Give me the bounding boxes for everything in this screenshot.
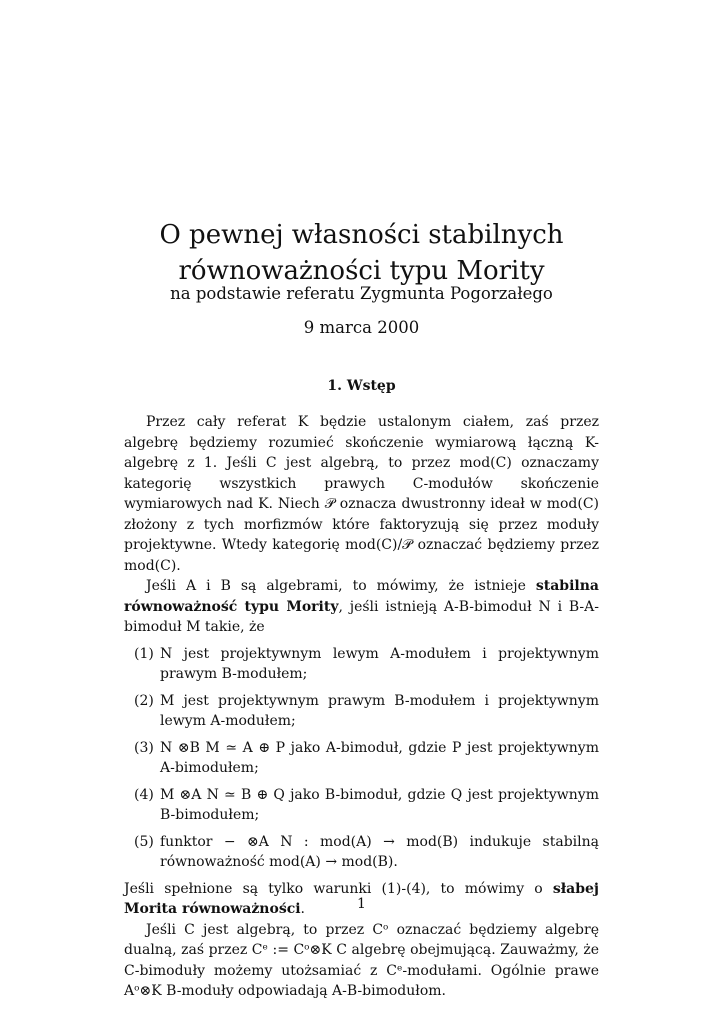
list-item-text: N ⊗B M ≃ A ⊕ P jako A-bimoduł, gdzie P jest projektywnym A-bimodułem; <box>160 739 599 776</box>
section-heading: 1. Wstęp <box>327 378 396 394</box>
paragraph-2-start: Jeśli A i B są algebrami, to mówimy, że istnieje <box>146 578 536 594</box>
list-item <box>124 832 599 873</box>
list-item <box>124 644 599 685</box>
list-item-text: N jest projektywnym lewym A-modułem i projektywnym prawym B-modułem; <box>160 645 599 682</box>
paragraph-1: Przez cały referat K będzie ustalonym ciałem, zaś przez algebrę będziemy rozumieć skończenie wymiarową łączną K-algebrę z 1. Jeśli C jest algebrą, to przez mod(C) oznaczamy kategorię wszystkich prawych C-modułów skończenie wymiarowych nad K. Niech 𝒫 oznacza dwustronny ideał w mod(C) złożony z tych morfizmów które faktoryzują się przez moduły projektywne. Wtedy kategorię mod(C)/𝒫 oznaczać będziemy przez mod(C). <box>124 414 599 574</box>
list-item-text: M jest projektywnym prawym B-modułem i projektywnym lewym A-modułem; <box>160 692 599 729</box>
paper-title: O pewnej własności stabilnych równoważności typu Mority <box>159 220 564 287</box>
paragraph-3-end: . <box>300 901 305 917</box>
paper-subtitle: na podstawie referatu Zygmunta Pogorzałego <box>170 284 553 303</box>
list-item <box>124 785 599 826</box>
list-item-number: (3) <box>134 739 154 756</box>
paragraph-2-end: , jeśli istnieją A-B-bimoduł N i B-A-bimoduł M takie, że <box>124 598 599 635</box>
weak-definition-term: słabej Morita równoważności <box>124 880 599 917</box>
page-number: 1 <box>357 896 366 912</box>
list-item-text: funktor − ⊗A N : mod(A) → mod(B) indukuje stabilną równoważność mod(A) → mod(B). <box>160 833 599 870</box>
conditions-list <box>124 644 599 873</box>
list-item-number: (2) <box>134 692 154 709</box>
definition-term: stabilna równoważność typu Mority <box>124 578 599 615</box>
list-item <box>124 691 599 732</box>
list-item-text: M ⊗A N ≃ B ⊕ Q jako B-bimoduł, gdzie Q jest projektywnym B-bimodułem; <box>160 786 599 823</box>
list-item-number: (1) <box>134 645 154 662</box>
paragraph-3-start: Jeśli spełnione są tylko warunki (1)-(4), to mówimy o <box>124 880 553 897</box>
list-item <box>124 738 599 779</box>
paper-body <box>124 412 599 1002</box>
paragraph-2 <box>124 576 599 638</box>
list-item-number: (4) <box>134 786 154 803</box>
list-item-number: (5) <box>134 833 154 850</box>
paragraph-4: Jeśli C jest algebrą, to przez Cᵒ oznaczać będziemy algebrę dualną, zaś przez Cᵉ := Cᵒ⊗K C algebrę obejmującą. Zauważmy, że C-bimoduły możemy utożsamiać z Cᵉ-modułami. Ogólnie prawe Aᵒ⊗K B-moduły odpowiadają A-B-bimodułom. <box>124 921 599 999</box>
paper-date: 9 marca 2000 <box>303 318 420 337</box>
